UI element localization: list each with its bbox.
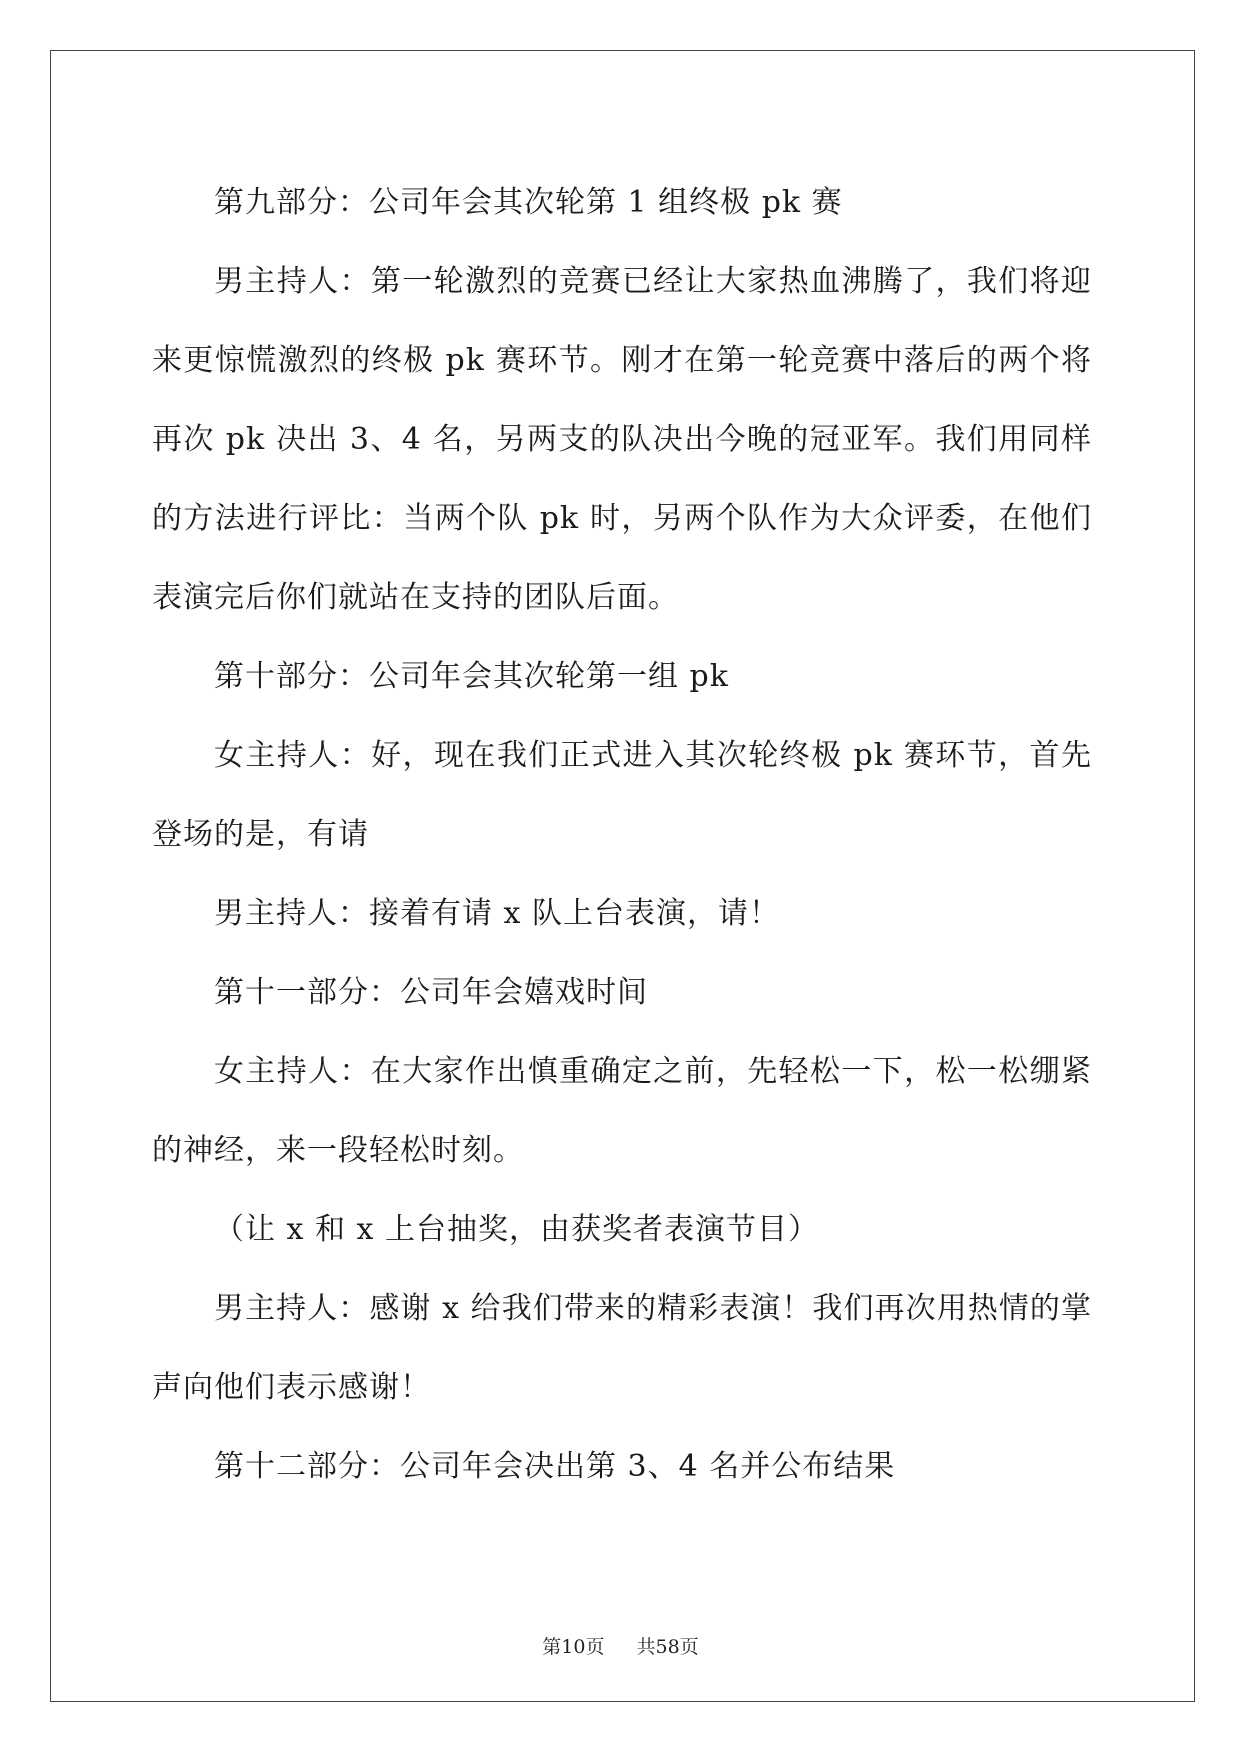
page-number: 第10页	[542, 1636, 605, 1658]
paragraph: 第九部分：公司年会其次轮第 1 组终极 pk 赛	[214, 185, 843, 220]
paragraph: 第十二部分：公司年会决出第 3、4 名并公布结果	[214, 1449, 896, 1484]
paragraph: 男主持人：感谢 x 给我们带来的精彩表演！我们再次用热情的掌声向他们表示感谢！	[152, 1291, 1092, 1405]
paragraph: 第十部分：公司年会其次轮第一组 pk	[214, 659, 729, 694]
paragraph: 男主持人：第一轮激烈的竞赛已经让大家热血沸腾了，我们将迎来更惊慌激烈的终极 pk 赛环节。刚才在第一轮竞赛中落后的两个将再次 pk 决出 3、4 名，另两支的队决出今晚的冠亚军。我们用同样的方法进行评比：当两个队 pk 时，另两个队作为大众评委，在他们表演完后你们就站在支持的团队后面。	[152, 264, 1092, 615]
paragraph: 男主持人：接着有请 x 队上台表演，请！	[214, 896, 780, 931]
page-footer	[0, 1635, 1241, 1659]
paragraph: 女主持人：好，现在我们正式进入其次轮终极 pk 赛环节，首先登场的是，有请	[152, 738, 1092, 852]
page-total: 共58页	[636, 1636, 699, 1658]
paragraph: 第十一部分：公司年会嬉戏时间	[214, 975, 648, 1010]
paragraph: 女主持人：在大家作出慎重确定之前，先轻松一下，松一松绷紧的神经，来一段轻松时刻。	[152, 1054, 1092, 1168]
document-body	[152, 163, 1092, 1506]
paragraph: （让 x 和 x 上台抽奖，由获奖者表演节目）	[214, 1212, 819, 1247]
